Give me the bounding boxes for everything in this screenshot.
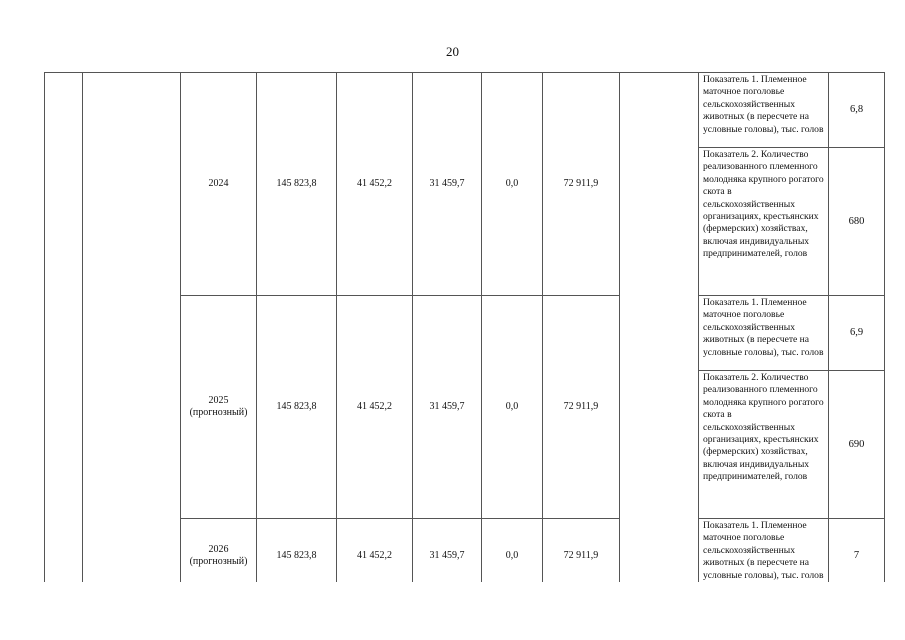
budget-indicator-table [44,72,885,594]
year-cell [181,296,257,519]
year-note: (прогнозный) [189,556,248,567]
funding-cell: 41 452,2 [337,519,413,594]
year-cell [181,73,257,296]
funding-cell: 41 452,2 [337,73,413,296]
indicator-2-value: 690 [829,371,885,519]
funding-cell: 31 459,7 [413,519,482,594]
total-cell: 145 823,8 [257,73,337,296]
year-label: 2026 [208,544,229,555]
indicator-2-text: Показатель 2. Количество реализованного племенного молодняка крупного рогатого скота в сельскохозяйственных организациях, крестьянских (фермерских) хозяйствах, включая индивидуальных предпринимателей, голов [699,371,829,519]
table-row [45,73,885,148]
funding-cell: 31 459,7 [413,296,482,519]
funding-cell: 0,0 [482,296,543,519]
page-number: 20 [446,44,459,59]
indicator-2-value: 680 [829,148,885,296]
funding-cell: 41 452,2 [337,296,413,519]
indicator-1-value: 6,8 [829,73,885,148]
empty-name-cell [83,73,181,594]
funding-cell: 0,0 [482,73,543,296]
year-label: 2024 [208,178,229,189]
funding-cell: 72 911,9 [543,519,620,594]
funding-cell: 72 911,9 [543,73,620,296]
empty-executor-cell [620,73,699,594]
total-cell: 145 823,8 [257,519,337,594]
indicator-1-value: 7 [829,519,885,594]
indicator-1-value: 6,9 [829,296,885,371]
indicator-1-text: Показатель 1. Племенное маточное поголовье сельскохозяйственных животных (в пересчете на условные головы), тыс. голов [699,296,829,371]
indicator-1-text: Показатель 1. Племенное маточное поголовье сельскохозяйственных животных (в пересчете на условные головы), тыс. голов [699,519,829,594]
indicator-2-text: Показатель 2. Количество реализованного племенного молодняка крупного рогатого скота в сельскохозяйственных организациях, крестьянских (фермерских) хозяйствах, включая индивидуальных предпринимателей, голов [699,148,829,296]
funding-cell: 72 911,9 [543,296,620,519]
total-cell: 145 823,8 [257,296,337,519]
year-note: (прогнозный) [189,407,248,418]
empty-number-cell [45,73,83,594]
year-label: 2025 [208,395,229,406]
funding-cell: 31 459,7 [413,73,482,296]
funding-cell: 0,0 [482,519,543,594]
indicator-1-text: Показатель 1. Племенное маточное поголовье сельскохозяйственных животных (в пересчете на условные головы), тыс. голов [699,73,829,148]
page-cut [44,582,885,640]
